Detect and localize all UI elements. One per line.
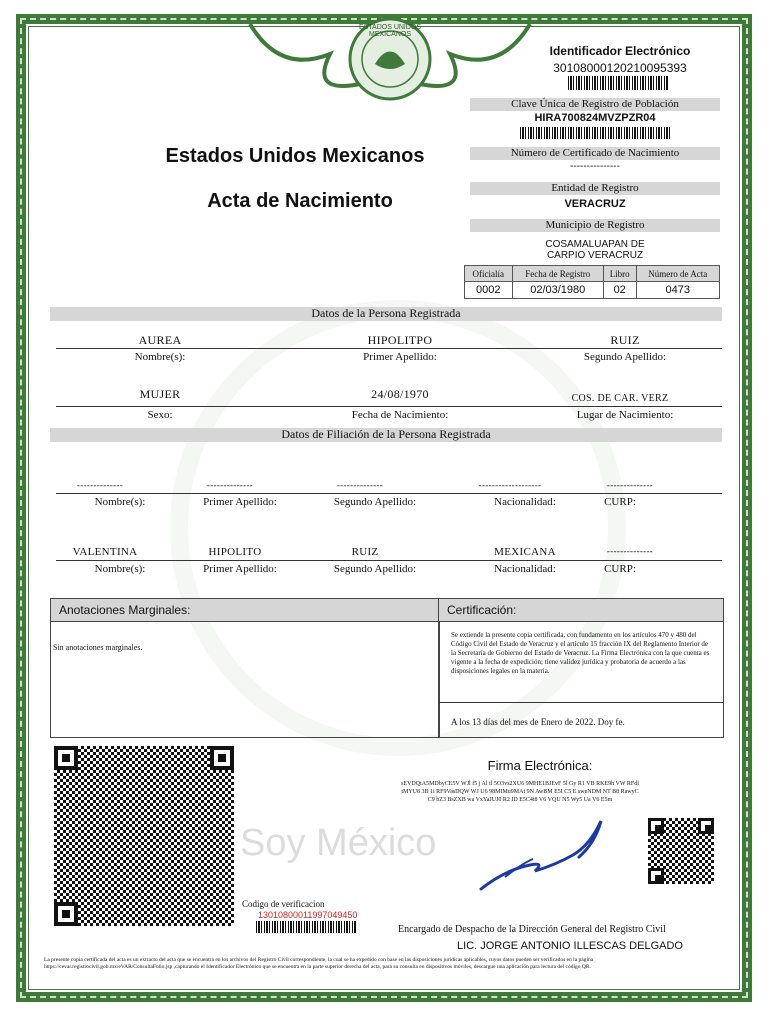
padre-curp-label: CURP:: [604, 496, 636, 508]
segundo-apellido-label: Segundo Apellido:: [583, 351, 667, 363]
certificacion-title: Certificación:: [439, 599, 723, 622]
divider: [56, 493, 722, 494]
footer-line1: La presente copia certificada del acta es un extracto del acta que se encuentra en los archivos del Registro Civil correspondiente, la cual se ha expedido con base en las disposiciones jurídicas aplicables, cuyos datos pueden ser verificados en la página: [44, 957, 594, 963]
verificacion-barcode: [256, 921, 356, 933]
anotaciones-box: [50, 598, 440, 738]
qr-code-large: [54, 746, 234, 926]
identificador-barcode: [568, 76, 668, 90]
municipio-label: Municipio de Registro: [470, 219, 720, 232]
madre-nacionalidad: MEXICANA: [494, 546, 556, 558]
footer-note: [44, 957, 724, 971]
encargado-label: Encargado de Despacho de la Dirección General del Registro Civil: [398, 924, 666, 935]
slogan-watermark: Soy México: [240, 822, 437, 864]
madre-segundo-apellido: RUIZ: [351, 546, 379, 558]
footer-line2: https://cevar.registrocivil.gob.mx/eVAR/ConsultaFolio.jsp ,capturando el Identificador Electrónico que se encuentra en la parte superior derecha del acta, para su consulta en dispositivos móviles, descargue una aplicación para lectura del código QR.: [44, 964, 591, 970]
signature-icon: [475, 815, 615, 895]
cell-numero-acta: 0473: [636, 282, 720, 299]
identificador-label: Identificador Electrónico: [549, 44, 691, 58]
anotaciones-title: Anotaciones Marginales:: [51, 599, 439, 622]
firma-hash: sEVDQtA5MDbyCE5V WJl f5 j Al tl 5O3vs2XU6 9MHE1BJEvF 5l Gy R1 VB RKE9h VW RFdl tMYU8 3B 1i RF9VasDQW WJ U6 98MIMu9MAt 9N AwBM E5I C5 E sweNDM NT B8 RawyCC9 bZ3 BsZXB wa VxYaJUJ0 R2 ID E5C4t8 V6 VQU N5 Wy5 Ua V6 E5m: [401, 781, 639, 803]
madre-curp-label: CURP:: [604, 563, 636, 575]
divider: [439, 702, 723, 703]
qr-finder: [54, 902, 78, 926]
divider: [56, 348, 722, 349]
certificado-label: Número de Certificado de Nacimiento: [470, 147, 720, 160]
cell-libro: 02: [603, 282, 636, 299]
madre-primer-label: Primer Apellido:: [203, 563, 277, 575]
persona-fecha-nacimiento: 24/08/1970: [371, 387, 429, 401]
qr-finder: [648, 818, 664, 834]
qr-code-small: [648, 818, 714, 884]
entidad-label: Entidad de Registro: [470, 182, 720, 195]
qr-finder: [210, 746, 234, 770]
persona-lugar-nacimiento: COS. DE CAR. VERZ: [571, 393, 669, 404]
curp-label: Clave Única de Registro de Población: [470, 98, 720, 111]
certificado-value: ---------------: [570, 161, 620, 172]
madre-segundo-label: Segundo Apellido:: [333, 563, 417, 575]
fecha-nacimiento-label: Fecha de Nacimiento:: [351, 409, 449, 421]
qr-finder: [698, 818, 714, 834]
verificacion-code: 130108000119970494​50: [258, 910, 358, 920]
persona-sexo: MUJER: [139, 387, 181, 401]
persona-primer-apellido: HIPOLITPO: [367, 333, 433, 347]
entidad-value: VERACRUZ: [564, 198, 626, 210]
cell-oficialia: 0002: [465, 282, 513, 299]
certificacion-box: [438, 598, 724, 738]
madre-nombre: VALENTINA: [72, 546, 138, 558]
nombre-label: Nombre(s):: [134, 351, 186, 363]
identificador-value: 301080001202100953​93: [553, 61, 687, 75]
lugar-nacimiento-label: Lugar de Nacimiento:: [576, 409, 674, 421]
encargado-name: LIC. JORGE ANTONIO ILLESCAS DELGADO: [457, 940, 683, 952]
divider: [56, 406, 722, 407]
persona-section-title: Datos de la Persona Registrada: [50, 307, 722, 321]
madre-nacionalidad-label: Nacionalidad:: [494, 563, 556, 575]
certificacion-fecha: A los 13 días del mes de Enero de 2022. Doy fe.: [451, 717, 625, 727]
padre-segundo-label: Segundo Apellido:: [333, 496, 417, 508]
cell-fecha-registro: 02/03/1980: [512, 282, 603, 299]
municipio-value: [470, 239, 720, 261]
municipio-line1: COSAMALUAPAN DE: [545, 239, 645, 250]
seal-text: ESTADOS UNIDOS MEXICANOS: [358, 24, 422, 38]
firma-title: Firma Electrónica:: [487, 758, 593, 773]
certificacion-text: Se extiende la presente copia certificada, con fundamento en los artículos 470 y 480 del Código Civil del Estado de Veracruz y el artículo 15 fracción IX del Reglamento Interior de la Secretaría de Gobierno del Estado de Veracruz. La Firma Electrónica con la que cuenta es vigente a la fecha de expedición; tiene validez jurídica y probatoria de acuerdo a las disposiciones legales en la materia.: [451, 631, 710, 675]
qr-finder: [648, 868, 664, 884]
madre-primer-apellido: HIPOLITO: [208, 546, 262, 558]
padre-nombre: --------------: [76, 480, 124, 490]
anotaciones-text: Sin anotaciones marginales.: [53, 643, 143, 652]
divider: [56, 560, 722, 561]
padre-nombre-label: Nombre(s):: [94, 496, 146, 508]
padre-primer-label: Primer Apellido:: [203, 496, 277, 508]
verificacion-label: Codigo de verificacion: [242, 899, 325, 909]
padre-nacionalidad: -------------------: [478, 480, 542, 490]
curp-value: HIRA700824MVZPZR04: [534, 112, 656, 124]
header-numero-acta: Número de Acta: [636, 266, 720, 282]
primer-apellido-label: Primer Apellido:: [363, 351, 437, 363]
header-libro: Libro: [603, 266, 636, 282]
country-title: Estados Unidos Mexicanos: [165, 145, 425, 167]
padre-segundo-apellido: --------------: [336, 480, 384, 490]
madre-curp: --------------: [606, 546, 654, 556]
filiacion-section-title: Datos de Filiación de la Persona Registrada: [50, 428, 722, 442]
padre-curp: --------------: [606, 480, 654, 490]
madre-nombre-label: Nombre(s):: [94, 563, 146, 575]
qr-finder: [54, 746, 78, 770]
document-title: Acta de Nacimiento: [207, 190, 393, 212]
sexo-label: Sexo:: [147, 409, 173, 421]
padre-nacionalidad-label: Nacionalidad:: [494, 496, 556, 508]
header-fecha-registro: Fecha de Registro: [512, 266, 603, 282]
curp-barcode: [520, 127, 670, 139]
padre-primer-apellido: --------------: [206, 480, 254, 490]
header-oficialia: Oficialía: [465, 266, 513, 282]
registro-table: [464, 265, 720, 299]
persona-nombre: AUREA: [138, 333, 182, 347]
municipio-line2: CARPIO VERACRUZ: [546, 250, 644, 261]
persona-segundo-apellido: RUIZ: [610, 333, 640, 347]
